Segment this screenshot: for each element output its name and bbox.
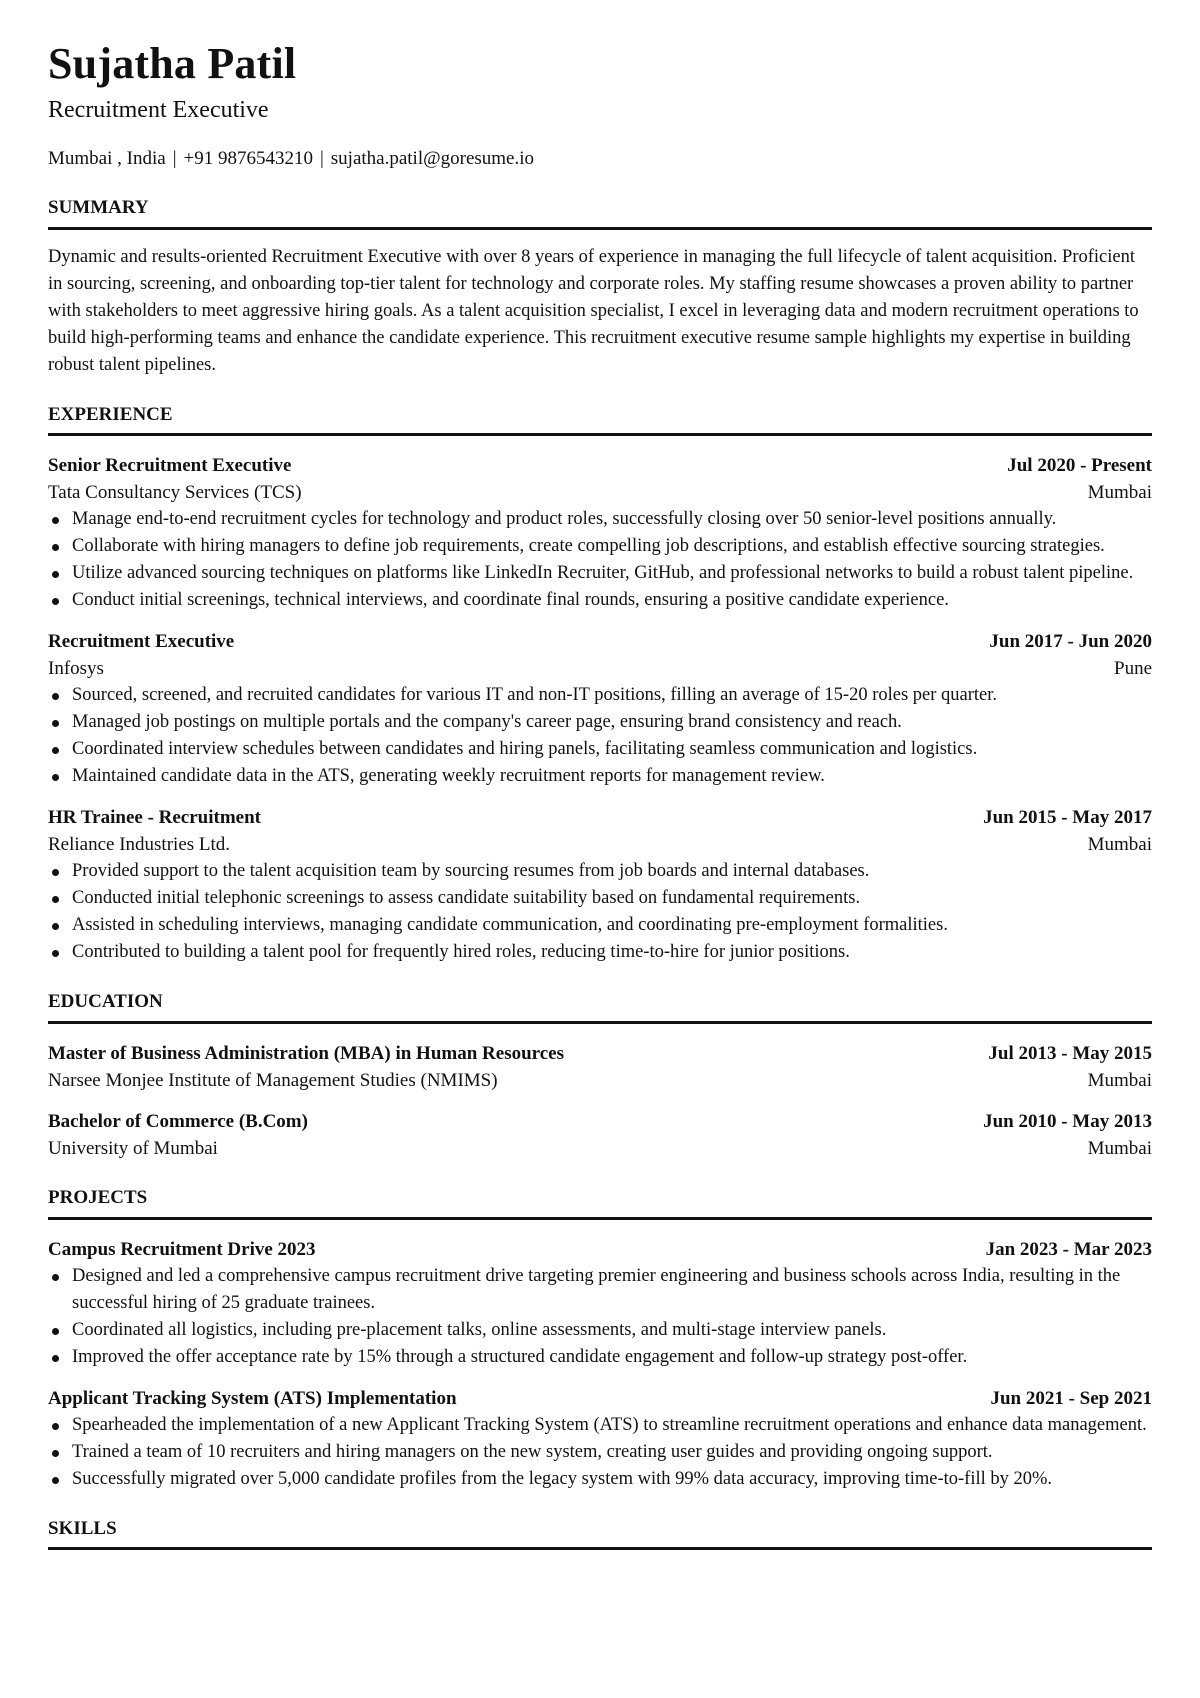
bullet-item: Collaborate with hiring managers to define job requirements, create compelling job descriptions, and establish effective sourcing strategies. (48, 533, 1152, 560)
summary-section (48, 196, 1152, 379)
project-entry-header (48, 1236, 1152, 1263)
school-location: Mumbai (1087, 1069, 1152, 1091)
summary-text: Dynamic and results-oriented Recruitment Executive with over 8 years of experience in managing the full lifecycle of talent acquisition. Proficient in sourcing, screening, and onboarding top-tier talent for technology and corporate roles. My staffing resume showcases a proven ability to partner with stakeholders to meet aggressive hiring goals. As a talent acquisition specialist, I excel in leveraging data and modern recruitment operations to build high-performing teams and enhance the candidate experience. This recruitment executive resume sample highlights my expertise in building robust talent pipelines. (48, 246, 1139, 375)
project-title: Applicant Tracking System (ATS) Implementation (48, 1387, 457, 1409)
project-entry (48, 1385, 1152, 1493)
education-dates: Jul 2013 - May 2015 (988, 1042, 1152, 1064)
job-title: Senior Recruitment Executive (48, 455, 292, 477)
resume-header (48, 40, 1152, 172)
candidate-name: Sujatha Patil (48, 39, 297, 88)
education-entry-header (48, 1108, 1152, 1135)
contact-line (48, 147, 1152, 172)
bullet-list (48, 1412, 1152, 1493)
bullet-item: Contributed to building a talent pool for frequently hired roles, reducing time-to-hire for junior positions. (48, 939, 1152, 966)
bullet-list (48, 682, 1152, 790)
contact-email: sujatha.patil@goresume.io (330, 148, 535, 170)
section-heading-summary: SUMMARY (48, 196, 1152, 230)
experience-entry-subheader (48, 655, 1152, 682)
education-entry-subheader (48, 1135, 1152, 1162)
company-name: Infosys (48, 658, 104, 680)
experience-entry-subheader (48, 831, 1152, 858)
project-entry (48, 1236, 1152, 1371)
bullet-item: Successfully migrated over 5,000 candidate profiles from the legacy system with 99% data accuracy, improving time-to-fill by 20%. (48, 1466, 1152, 1493)
company-name: Reliance Industries Ltd. (48, 834, 231, 856)
section-heading-experience: EXPERIENCE (48, 403, 1152, 437)
experience-entry (48, 628, 1152, 790)
bullet-item: Coordinated all logistics, including pre-placement talks, online assessments, and multi-stage interview panels. (48, 1317, 1152, 1344)
job-dates: Jul 2020 - Present (1007, 455, 1152, 477)
section-heading-education: EDUCATION (48, 990, 1152, 1024)
experience-entry-subheader (48, 479, 1152, 506)
bullet-item: Conduct initial screenings, technical interviews, and coordinate final rounds, ensuring a positive candidate experience. (48, 587, 1152, 614)
experience-entry-header (48, 804, 1152, 831)
job-title: Recruitment Executive (48, 631, 235, 653)
contact-phone: +91 9876543210 (183, 148, 313, 170)
bullet-item: Improved the offer acceptance rate by 15% through a structured candidate engagement and follow-up strategy post-offer. (48, 1344, 1152, 1371)
bullet-item: Provided support to the talent acquisition team by sourcing resumes from job boards and internal databases. (48, 858, 1152, 885)
section-heading-skills: SKILLS (48, 1517, 1152, 1551)
experience-entry (48, 804, 1152, 966)
education-section (48, 990, 1152, 1162)
job-dates: Jun 2015 - May 2017 (983, 807, 1152, 829)
job-title: HR Trainee - Recruitment (48, 807, 261, 829)
bullet-item: Utilize advanced sourcing techniques on platforms like LinkedIn Recruiter, GitHub, and professional networks to build a robust talent pipeline. (48, 560, 1152, 587)
section-heading-projects: PROJECTS (48, 1186, 1152, 1220)
bullet-list (48, 858, 1152, 966)
bullet-item: Maintained candidate data in the ATS, generating weekly recruitment reports for management review. (48, 763, 1152, 790)
job-dates: Jun 2017 - Jun 2020 (989, 631, 1152, 653)
candidate-title: Recruitment Executive (48, 97, 269, 124)
projects-section (48, 1186, 1152, 1493)
skills-section (48, 1517, 1152, 1551)
project-dates: Jun 2021 - Sep 2021 (990, 1387, 1152, 1409)
education-entry-subheader (48, 1067, 1152, 1094)
degree-name: Bachelor of Commerce (B.Com) (48, 1110, 308, 1132)
school-name: University of Mumbai (48, 1137, 218, 1159)
project-entry-header (48, 1385, 1152, 1412)
bullet-list (48, 506, 1152, 614)
bullet-item: Coordinated interview schedules between candidates and hiring panels, facilitating seamless communication and logistics. (48, 736, 1152, 763)
bullet-item: Sourced, screened, and recruited candidates for various IT and non-IT positions, filling an average of 15-20 roles per quarter. (48, 682, 1152, 709)
bullet-item: Designed and led a comprehensive campus recruitment drive targeting premier engineering and business schools across India, resulting in the successful hiring of 25 graduate trainees. (48, 1263, 1152, 1317)
contact-separator: | (172, 148, 177, 170)
job-location: Mumbai (1087, 834, 1152, 856)
education-entry-header (48, 1040, 1152, 1067)
job-location: Mumbai (1087, 482, 1152, 504)
bullet-item: Trained a team of 10 recruiters and hiring managers on the new system, creating user guides and providing ongoing support. (48, 1439, 1152, 1466)
bullet-item: Conducted initial telephonic screenings to assess candidate suitability based on fundamental requirements. (48, 885, 1152, 912)
company-name: Tata Consultancy Services (TCS) (48, 482, 302, 504)
project-dates: Jan 2023 - Mar 2023 (985, 1238, 1152, 1260)
contact-separator: | (319, 148, 324, 170)
experience-entry-header (48, 452, 1152, 479)
bullet-item: Spearheaded the implementation of a new Applicant Tracking System (ATS) to streamline recruitment operations and enhance data management. (48, 1412, 1152, 1439)
degree-name: Master of Business Administration (MBA) in Human Resources (48, 1042, 565, 1064)
experience-entry (48, 452, 1152, 614)
education-dates: Jun 2010 - May 2013 (983, 1110, 1152, 1132)
school-location: Mumbai (1087, 1137, 1152, 1159)
bullet-item: Manage end-to-end recruitment cycles for technology and product roles, successfully closing over 50 senior-level positions annually. (48, 506, 1152, 533)
bullet-list (48, 1263, 1152, 1371)
bullet-item: Managed job postings on multiple portals and the company's career page, ensuring brand consistency and reach. (48, 709, 1152, 736)
contact-location: Mumbai , India (48, 148, 166, 170)
experience-entry-header (48, 628, 1152, 655)
bullet-item: Assisted in scheduling interviews, managing candidate communication, and coordinating pre-employment formalities. (48, 912, 1152, 939)
project-title: Campus Recruitment Drive 2023 (48, 1238, 316, 1260)
education-entry (48, 1108, 1152, 1162)
school-name: Narsee Monjee Institute of Management Studies (NMIMS) (48, 1069, 498, 1091)
education-entry (48, 1040, 1152, 1094)
experience-section (48, 403, 1152, 967)
job-location: Pune (1114, 658, 1152, 680)
